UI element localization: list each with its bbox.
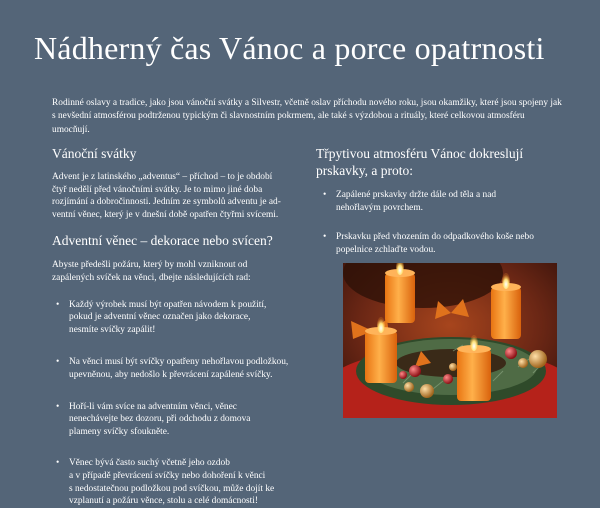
heading-line: Třpytivou atmosféru Vánoc dokreslují (316, 146, 524, 161)
section-heading-sparklers (316, 145, 566, 179)
text-line: s nedostatečnou podložkou pod svíčkou, může dojít ke (69, 483, 275, 494)
heading-line: prskavky, a proto: (316, 163, 413, 178)
wreath-rules-list (52, 299, 298, 508)
list-item (319, 189, 566, 214)
list-item (52, 356, 298, 381)
bullet-icon: • (56, 357, 60, 368)
text-line: upevněnou, aby nedošlo k převrácení zapálené svíčky. (69, 369, 273, 380)
bullet-icon: • (323, 190, 327, 200)
text-line: Každý výrobek musí být opatřen návodem k použití, (69, 299, 267, 310)
text-line: Abyste předešli požáru, který by mohl vzniknout od (52, 260, 248, 271)
advent-paragraph (52, 171, 298, 221)
intro-paragraph: Rodinné oslavy a tradice, jako jsou vánoční svátky a Silvestr, včetně oslav příchodu nového roku, jsou okamžiky, které jsou spojeny jak s nevšední atmosférou podtrženou typickým či slavnostním pokrmem, ale také s výzdobou a rituály, které celkovou atmosféru umocňují. (52, 98, 562, 135)
text-line: nenechávejte bez dozoru, při odchodu z domova (69, 414, 251, 425)
left-column (52, 145, 298, 508)
text-line: Prskavku před vhozením do odpadkového koše nebo (336, 232, 534, 243)
text-line: čtyř nedělí před vánočními svátky. Je to mimo jiné doba (52, 184, 263, 195)
bullet-icon: • (323, 232, 327, 243)
list-item (52, 457, 298, 507)
text-line: vzplanutí a požáru věnce, stolu a celé domácnosti! (69, 496, 258, 507)
list-item (52, 299, 298, 337)
text-line: nesmíte svíčky zapálit! (69, 324, 156, 335)
text-line: rozjímání a dobročinnosti. Jedním ze symbolů adventu je ad- (52, 197, 281, 208)
bullet-icon: • (56, 458, 60, 469)
section-heading-wreath: Adventní věnec – dekorace nebo svícen? (52, 233, 273, 249)
text-line: ventní věnec, který je v dnešní době opatřen čtyřmi svícemi. (52, 209, 279, 220)
text-line: popelnice zchlaďte vodou. (336, 244, 436, 255)
text-line: Na věnci musí být svíčky opatřeny nehořlavou podložkou, (69, 357, 289, 368)
text-line: nehořlavým povrchem. (336, 202, 423, 213)
text-line: pokud je adventní věnec označen jako dekorace, (69, 312, 251, 323)
right-column (316, 145, 566, 256)
text-line: Zapálené prskavky držte dále od těla a nad (336, 190, 497, 200)
list-item (52, 401, 298, 439)
section-heading-christmas: Vánoční svátky (52, 146, 137, 161)
advent-wreath-photo (343, 263, 557, 418)
text-line: plameny svíčky sfoukněte. (69, 426, 170, 437)
text-line: Advent je z latinského „adventus“ – příchod – to je období (52, 172, 273, 182)
page-title: Nádherný čas Vánoc a porce opatrnosti (34, 30, 545, 66)
list-item (319, 231, 566, 256)
text-line: Věnec bývá často suchý včetně jeho ozdob (69, 458, 230, 469)
advent-wreath-illustration (343, 263, 557, 418)
bullet-icon: • (56, 299, 60, 310)
sparkler-rules-list (316, 189, 566, 256)
text-line: zapálených svíček na věnci, dbejte následujících rad: (52, 272, 251, 283)
text-line: Hoří-li vám svíce na adventním věnci, věnec (69, 401, 237, 412)
bullet-icon: • (56, 401, 60, 412)
wreath-paragraph (52, 259, 298, 284)
text-line: a v případě převrácení svíčky nebo dohoření k věnci (69, 470, 266, 481)
